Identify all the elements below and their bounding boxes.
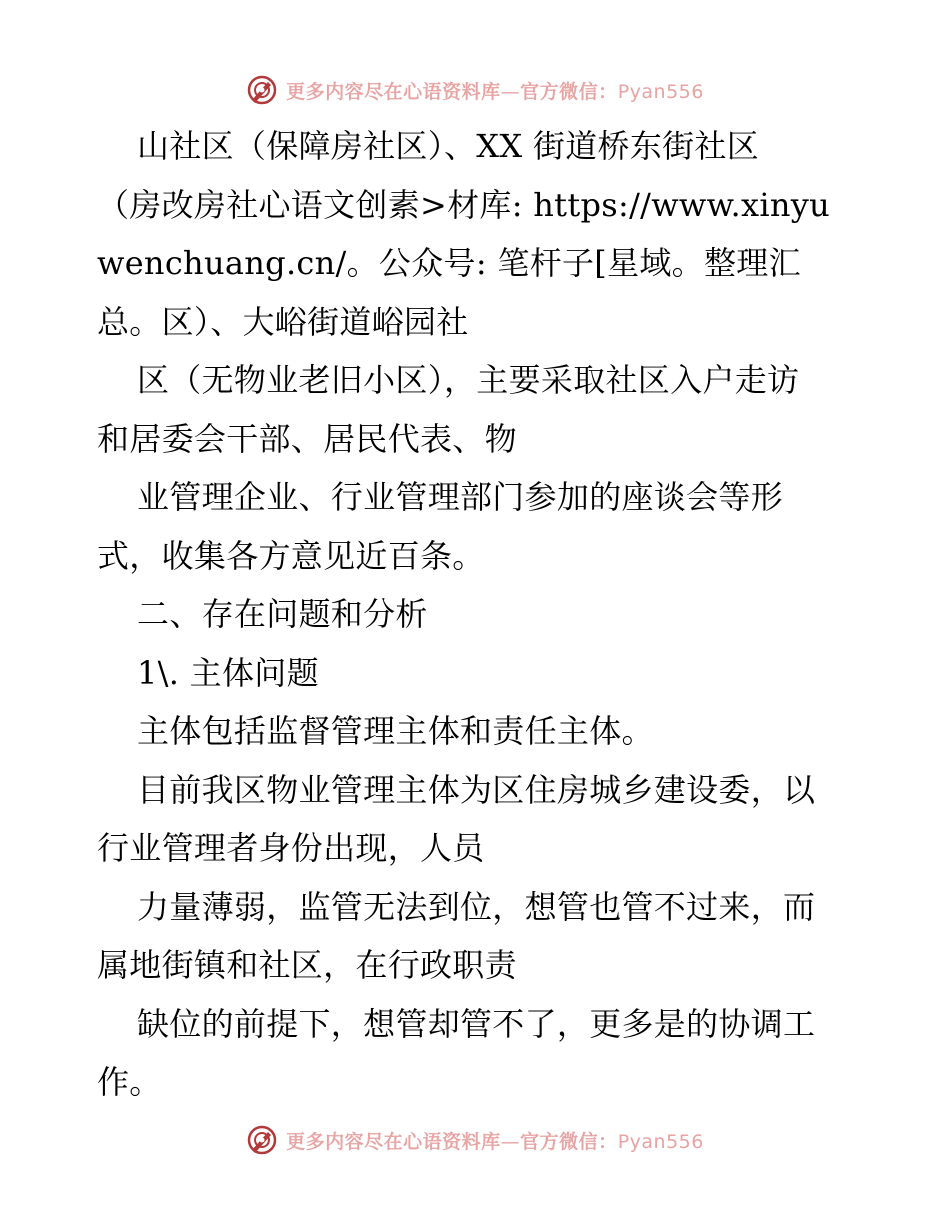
brand-logo-icon bbox=[246, 74, 278, 106]
footer-banner-text: 更多内容尽在心语资料库—官方微信：Pyan556 bbox=[286, 1130, 704, 1153]
text-line: 和居委会干部、居民代表、物 bbox=[97, 419, 517, 458]
text-line: 力量薄弱，监管无法到位，想管也管不过来，而 bbox=[137, 887, 816, 926]
document-body bbox=[97, 117, 857, 1112]
text-line: wenchuang.cn/。公众号: 笔杆子[星域。整理汇 bbox=[97, 244, 801, 282]
wechat-id: Pyan556 bbox=[617, 1130, 704, 1153]
text-line: 总。区）、大峪街道峪园社 bbox=[97, 302, 469, 341]
text-line: 1\. 主体问题 bbox=[137, 653, 319, 692]
text-line: 二、存在问题和分析 bbox=[137, 595, 428, 633]
header-banner-text: 更多内容尽在心语资料库—官方微信：Pyan556 bbox=[286, 80, 704, 103]
brand-logo-icon bbox=[246, 1124, 278, 1156]
text-line: （房改房社心语文创素>材库: https://www.xinyu bbox=[97, 185, 831, 224]
text-line: 主体包括监督管理主体和责任主体。 bbox=[137, 712, 654, 750]
text-line: 业管理企业、行业管理部门参加的座谈会等形 bbox=[137, 478, 784, 516]
text-line: 作。 bbox=[97, 1063, 162, 1101]
text-line: 属地街镇和社区，在行政职责 bbox=[97, 946, 517, 984]
text-line: 行业管理者身份出现，人员 bbox=[97, 829, 485, 867]
text-line: 区（无物业老旧小区），主要采取社区入户走访 bbox=[137, 361, 800, 399]
wechat-id: Pyan556 bbox=[617, 80, 704, 103]
text-line: 山社区（保障房社区）、XX 街道桥东街社区 bbox=[137, 127, 760, 165]
text-line: 式，收集各方意见近百条。 bbox=[97, 536, 485, 575]
text-line: 缺位的前提下，想管却管不了，更多是的协调工 bbox=[137, 1004, 816, 1043]
header-banner bbox=[0, 70, 950, 110]
text-line: 目前我区物业管理主体为区住房城乡建设委，以 bbox=[137, 770, 816, 809]
footer-banner bbox=[0, 1120, 950, 1160]
